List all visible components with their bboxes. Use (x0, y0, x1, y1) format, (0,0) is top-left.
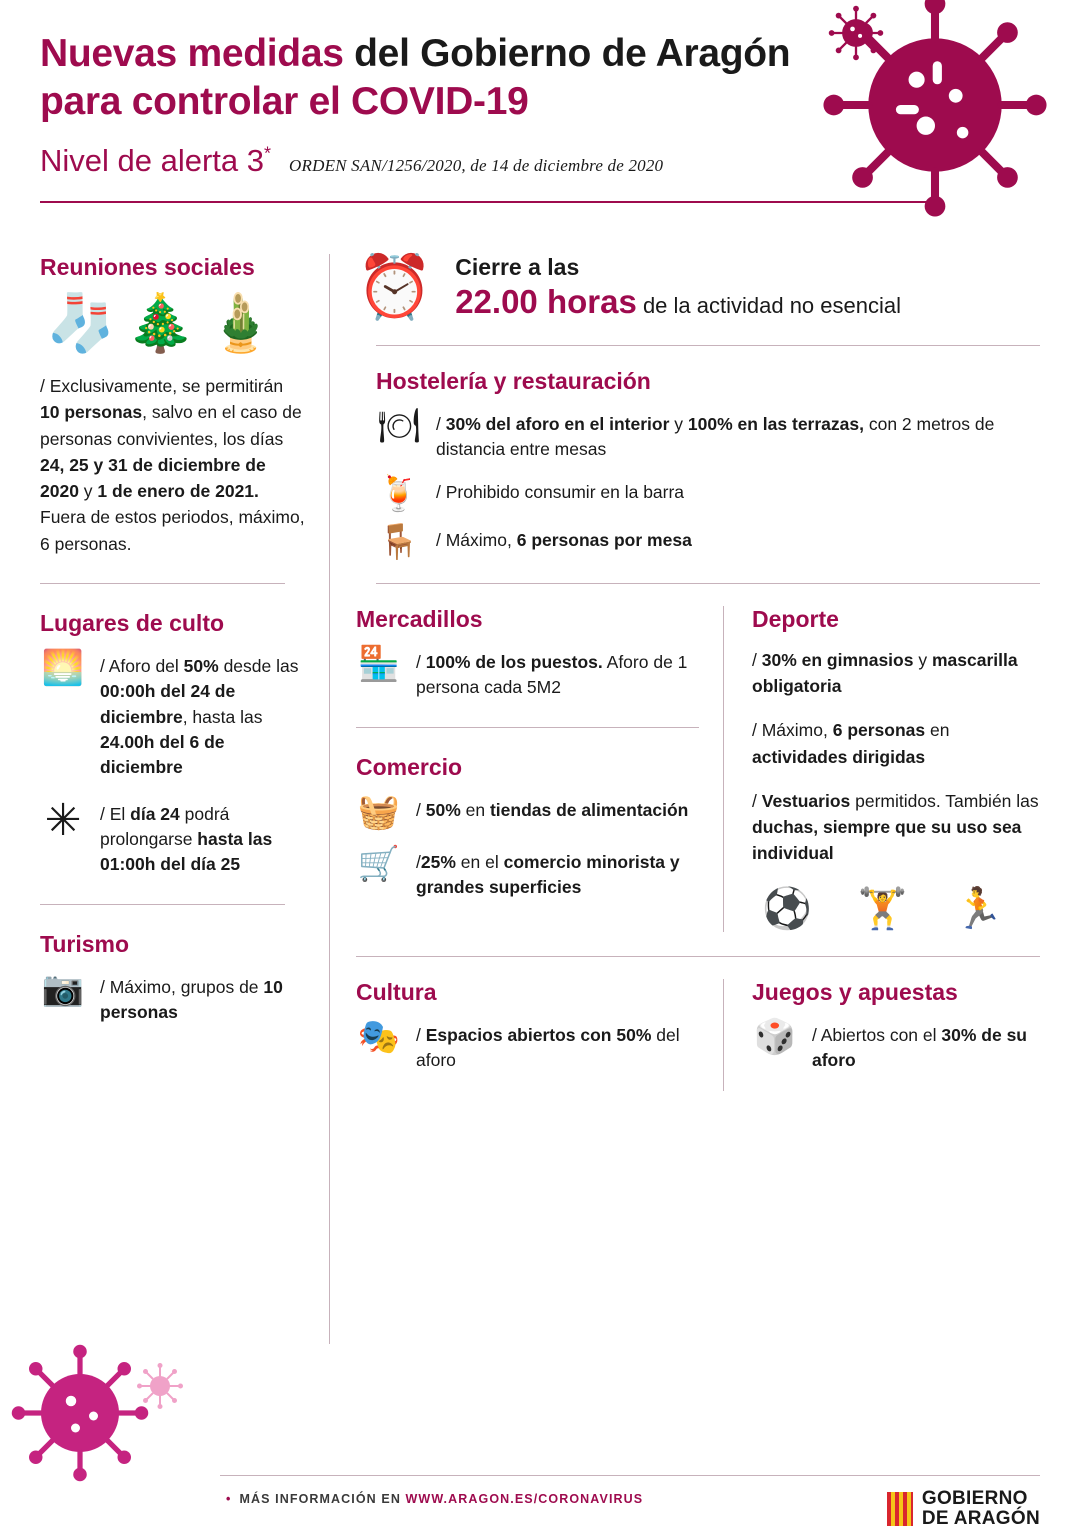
middle-divider (356, 727, 699, 728)
worship-1a: / Aforo del (100, 655, 184, 676)
header (40, 0, 1040, 240)
section-title-comercio: Comercio (356, 753, 463, 780)
dep-2d: actividades dirigidas (752, 746, 926, 767)
deporte-item-2 (752, 717, 1040, 770)
cocktail-glass-icon: 🍹 (377, 474, 421, 513)
coronavirus-small-icon (827, 4, 885, 62)
worship-2d: hasta las 01:00h del día 25 (100, 829, 273, 875)
host-1c: y (669, 414, 688, 434)
section-title-hosteleria: Hostelería y restauración (376, 368, 651, 394)
closing-hours-block (356, 254, 1040, 321)
com-1d: tiendas de alimentación (489, 799, 689, 820)
alert-level-asterisk: * (264, 143, 272, 164)
dep-3a: / (752, 790, 762, 811)
dep-1c: y (913, 649, 932, 670)
gov-logo-line-2: DE ARAGÓN (921, 1507, 1040, 1529)
turismo-a: / Máximo, grupos de (100, 976, 264, 997)
market-stall-icon: 🏪 (357, 644, 401, 683)
com-2d: comercio minorista y grandes superficies (416, 851, 680, 897)
jue-a: / Abiertos con el (812, 1024, 942, 1045)
merc-b: 100% de los puestos. (425, 651, 603, 672)
cultura-column (356, 979, 724, 1092)
cul-a: / (416, 1024, 426, 1045)
juegos-text (812, 1020, 1040, 1074)
social-bold-1: 10 personas (40, 402, 143, 423)
comercio-item-2-text (416, 847, 699, 901)
deporte-item-1 (752, 647, 1040, 700)
right-divider-3 (356, 956, 1040, 957)
runner-icon: 🏃 (953, 886, 1004, 931)
alert-level (40, 143, 271, 179)
room-service-tray-icon: 🍽 (377, 407, 421, 445)
dep-3b: Vestuarios (761, 790, 851, 811)
alarm-clock-icon: ⏰ (356, 252, 434, 322)
worship-1b: 50% (183, 655, 219, 676)
hosteleria-item-2 (376, 474, 1040, 513)
worship-1c: desde las (218, 655, 299, 676)
mercadillos-text (416, 647, 699, 701)
dep-3d: . También las (935, 790, 1039, 811)
comercio-item-1 (356, 792, 699, 831)
juegos-column (724, 979, 1040, 1092)
host-3b: 6 personas por mesa (516, 529, 692, 550)
hosteleria-item-3-text (436, 525, 692, 553)
bullet-icon: • (226, 1492, 232, 1506)
host-1d: 100% en las terrazas, (687, 414, 864, 434)
dep-1b: 30% en gimnasios (761, 649, 914, 670)
main-content (40, 254, 1040, 1344)
title-accent-1: Nuevas medidas (40, 32, 344, 75)
worship-1f: 24.00h del 6 de diciembre (100, 731, 225, 778)
turismo-text (100, 972, 307, 1026)
right-divider-1 (376, 345, 1040, 346)
soccer-ball-icon: ⚽ (762, 886, 812, 931)
jue-b: 30% de su aforo (812, 1024, 1027, 1070)
mercadillos-item (356, 644, 699, 701)
social-text-prefix: / Exclusivamente, se permitirán (40, 376, 284, 396)
bottom-sections (356, 979, 1040, 1092)
closing-line-1: Cierre a las (455, 254, 580, 280)
com-2c: en el (455, 851, 504, 872)
sport-column (724, 606, 1040, 932)
coronavirus-footer-icon (5, 1338, 155, 1488)
section-title-turismo: Turismo (40, 930, 130, 957)
left-divider-2 (40, 904, 285, 905)
dice-icon: 🎲 (753, 1017, 797, 1056)
footer-divider (220, 1475, 1040, 1476)
juegos-item (752, 1017, 1040, 1074)
dep-2b: 6 personas (832, 720, 926, 741)
title-plain: del Gobierno de Aragón (343, 32, 791, 75)
turismo-item (40, 969, 307, 1026)
com-2a: / (416, 851, 421, 872)
christmas-tree-icon: 🎄 (125, 291, 196, 354)
christmas-bauble-icon: 🎍 (205, 291, 276, 354)
hosteleria-item-1-text (436, 409, 1040, 463)
closing-line-2 (455, 283, 901, 321)
gov-logo-text (922, 1489, 1040, 1528)
worship-2a: / El (100, 803, 131, 824)
hosteleria-item-2-text (436, 477, 684, 505)
theatre-masks-icon: 🎭 (357, 1017, 401, 1056)
gobierno-de-aragon-logo (887, 1489, 1040, 1528)
shopping-cart-icon: 🛒 (357, 844, 401, 883)
comercio-item-1-text (416, 795, 688, 823)
closing-hours-text (455, 254, 901, 321)
alert-level-text: Nivel de alerta 3 (40, 142, 265, 178)
gov-logo-line-1: GOBIERNO (921, 1488, 1028, 1510)
turismo-b: 10 personas (100, 976, 283, 1023)
section-title-cultura: Cultura (356, 978, 437, 1005)
star-icon: ✳ (44, 795, 82, 845)
worship-1d: 00:00h del 24 de diciembre (100, 681, 236, 727)
section-hosteleria (356, 368, 1040, 559)
cultura-item (356, 1017, 699, 1074)
footer-url[interactable]: WWW.ARAGON.ES/CORONAVIRUS (405, 1492, 644, 1506)
cul-c: del aforo (416, 1024, 680, 1070)
deporte-item-3 (752, 788, 1040, 867)
right-divider-2 (376, 583, 1040, 584)
footer-info-prefix: MÁS INFORMACIÓN EN (239, 1492, 406, 1506)
dep-3c: permitidos (850, 790, 936, 811)
sunrise-icon: 🌅 (41, 648, 85, 687)
host-1e: con 2 metros de distancia entre mesas (436, 414, 995, 460)
dep-1a: / (752, 649, 762, 670)
social-bold-3: 1 de enero de 2021. (97, 481, 259, 501)
com-1c: en (460, 799, 490, 820)
title-accent-2: para controlar el COVID-19 (40, 80, 529, 124)
host-2a: / Prohibido consumir en la barra (436, 481, 685, 502)
camera-icon: 📷 (41, 969, 85, 1008)
social-bold-2: 24, 25 y 31 de diciembre de 2020 (40, 454, 266, 501)
worship-1e: , hasta las (182, 706, 263, 727)
hosteleria-item-3 (376, 522, 1040, 561)
left-divider-1 (40, 583, 285, 584)
worship-item-2-text (100, 799, 307, 878)
section-title-social: Reuniones sociales (40, 254, 255, 280)
dep-1d: mascarilla obligatoria (752, 649, 1018, 696)
dep-3e: duchas, siempre que su uso sea individual (752, 817, 1022, 864)
worship-2c: podrá prolongarse (100, 803, 230, 849)
closing-hours-value: 22.00 horas (455, 283, 637, 320)
com-1b: 50% (425, 799, 461, 820)
sport-icons (752, 885, 1040, 932)
worship-item-1 (40, 648, 307, 781)
worship-item-1-text (100, 651, 307, 781)
footer (40, 1475, 1040, 1529)
christmas-stocking-icon: 🧦 (46, 291, 116, 354)
lower-sections (356, 606, 1040, 932)
page-title (40, 30, 830, 127)
social-text-mid-1: , salvo en el caso de personas convivientes, los días (40, 402, 302, 449)
cultura-text (416, 1020, 699, 1074)
cul-b: Espacios abiertos con 50% (425, 1024, 652, 1045)
dep-2a: / Máximo, (752, 720, 833, 741)
left-column (40, 254, 330, 1344)
host-1b: 30% del aforo en el interior (445, 414, 670, 434)
social-text-tail: Fuera de estos periodos, máximo, 6 personas. (40, 507, 305, 554)
middle-column (356, 606, 724, 932)
worship-item-2 (40, 795, 307, 878)
section-title-worship: Lugares de culto (40, 609, 225, 636)
table-chairs-icon: 🪑 (377, 522, 421, 561)
com-1a: / (416, 799, 426, 820)
hosteleria-item-1 (376, 409, 1040, 463)
closing-line-2-rest: de la actividad no esencial (636, 293, 901, 318)
social-text (40, 373, 307, 557)
com-2b: 25% (420, 851, 456, 872)
coronavirus-footer-small-icon (135, 1361, 185, 1411)
worship-2b: día 24 (130, 803, 180, 824)
host-3a: / Máximo, (436, 529, 517, 550)
weightlifter-icon: 🏋 (857, 886, 908, 931)
header-divider (40, 201, 940, 203)
host-1a: / (436, 414, 446, 434)
right-column (330, 254, 1040, 1344)
dep-2c: en (925, 720, 950, 741)
aragon-flag-icon (887, 1492, 913, 1526)
order-reference: ORDEN SAN/1256/2020, de 14 de diciembre de 2020 (289, 155, 664, 175)
social-text-mid-2: y (78, 481, 98, 501)
merc-a: / (416, 651, 426, 672)
shopping-basket-icon: 🧺 (357, 792, 401, 831)
merc-c: Aforo de 1 persona cada 5M2 (416, 651, 688, 698)
seasonal-icons (46, 291, 307, 354)
section-title-juegos: Juegos y apuestas (752, 978, 958, 1005)
section-title-deporte: Deporte (752, 605, 839, 632)
comercio-item-2 (356, 844, 699, 901)
section-title-mercadillos: Mercadillos (356, 605, 483, 632)
